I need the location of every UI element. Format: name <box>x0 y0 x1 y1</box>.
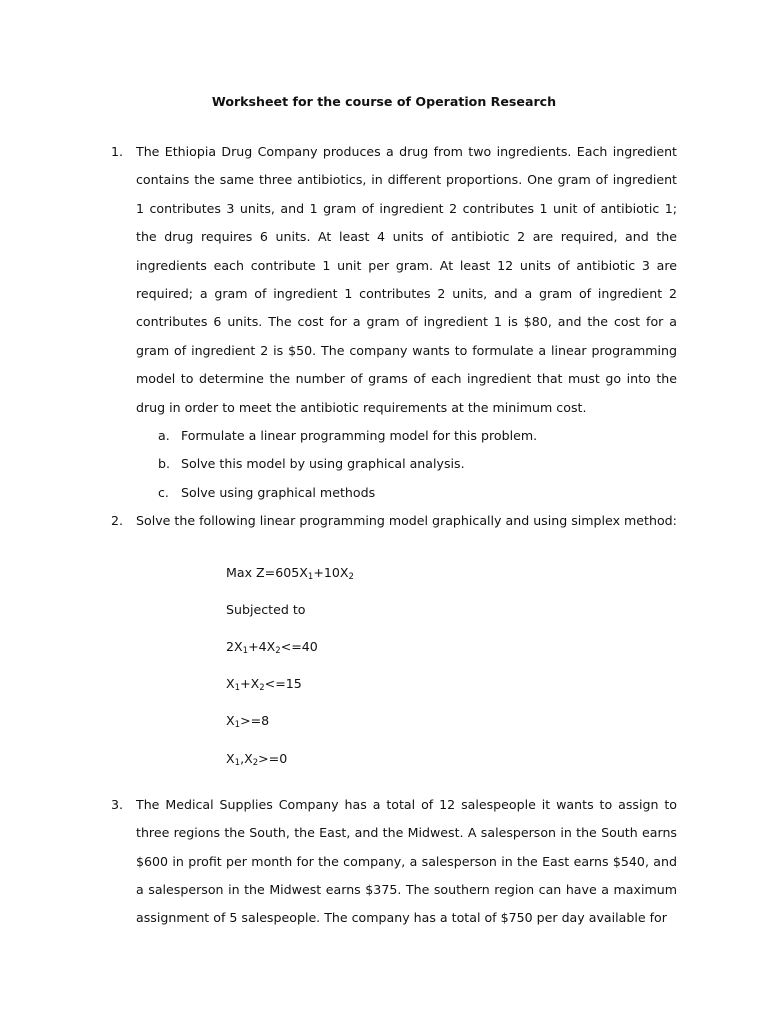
question-list <box>0 138 768 933</box>
subquestion-label: b. <box>158 456 170 472</box>
constraint-part: ,X <box>240 750 253 766</box>
subscript: 2 <box>275 646 281 657</box>
constraint-2 <box>226 665 768 702</box>
constraint-3 <box>226 702 768 739</box>
question-3 <box>0 791 768 933</box>
subquestion-list <box>0 422 768 507</box>
subscript: 1 <box>242 646 249 657</box>
constraint-1 <box>226 628 768 665</box>
subquestion-label: a. <box>158 428 170 444</box>
subquestion-label: c. <box>158 484 169 500</box>
subquestion-text: Formulate a linear programming model for this problem. <box>181 428 538 444</box>
objective-mid: +10X <box>313 564 349 580</box>
subscript: 2 <box>252 757 259 768</box>
objective-function <box>226 554 768 591</box>
question-2 <box>0 507 768 791</box>
nonnegativity-constraint <box>226 740 768 777</box>
question-number: 3. <box>111 796 124 812</box>
objective-prefix: Max Z=605X <box>226 564 308 580</box>
lp-model <box>226 536 768 791</box>
constraint-part: >=0 <box>258 750 288 766</box>
question-text: The Ethiopia Drug Company produces a drug from two ingredients. Each ingredient contains the same three antibiotics, in different proportions. One gram of ingredient 1 contributes 3 units, and 1 gram of ingredient 2 contributes 1 unit of antibiotic 1; the drug requires 6 units. At least 4 units of antibiotic 2 are required, and the ingredients each contribute 1 unit per gram. At least 12 units of antibiotic 3 are required; a gram of ingredient 1 contributes 2 units, and a gram of ingredient 2 contributes 6 units. The cost for a gram of ingredient 1 is $80, and the cost for a gram of ingredient 2 is $50. The company wants to formulate a linear programming model to determine the number of grams of each ingredient that must go into the drug in order to meet the antibiotic requirements at the minimum cost. <box>136 144 677 415</box>
constraint-part: +4X <box>248 639 276 655</box>
subquestion-a <box>0 422 768 450</box>
subscript: 2 <box>259 683 265 694</box>
constraint-part: X <box>226 750 235 766</box>
constraint-part: >=8 <box>240 713 270 729</box>
subscript: 1 <box>307 571 314 582</box>
question-1 <box>0 138 768 507</box>
subjected-to-label: Subjected to <box>226 601 306 617</box>
subquestion-c <box>0 479 768 507</box>
subquestion-b <box>0 450 768 478</box>
subscript: 1 <box>234 683 241 694</box>
subquestion-text: Solve using graphical methods <box>181 484 376 500</box>
worksheet-title: Worksheet for the course of Operation Research <box>211 94 557 109</box>
subscript: 2 <box>348 571 354 582</box>
constraint-part: X <box>226 676 235 692</box>
constraint-part: +X <box>240 676 260 692</box>
constraint-part: <=40 <box>280 639 318 655</box>
question-number: 1. <box>111 144 124 159</box>
question-text: The Medical Supplies Company has a total of 12 salespeople it wants to assign to three regions the South, the East, and the Midwest. A salesperson in the South earns $600 in profit per month for the company, a salesperson in the East earns $540, and a salesperson in the Midwest earns $375. The southern region can have a maximum assignment of 5 salespeople. The company has a total of $750 per day available for <box>136 796 677 926</box>
subquestion-text: Solve this model by using graphical analysis. <box>181 456 465 472</box>
constraint-part: 2X <box>226 639 243 655</box>
constraint-part: <=15 <box>264 676 302 692</box>
question-number: 2. <box>111 513 124 529</box>
subscript: 1 <box>234 720 241 731</box>
question-text: Solve the following linear programming model graphically and using simplex method: <box>136 513 677 529</box>
subscript: 1 <box>234 757 241 768</box>
constraint-part: X <box>226 713 235 729</box>
